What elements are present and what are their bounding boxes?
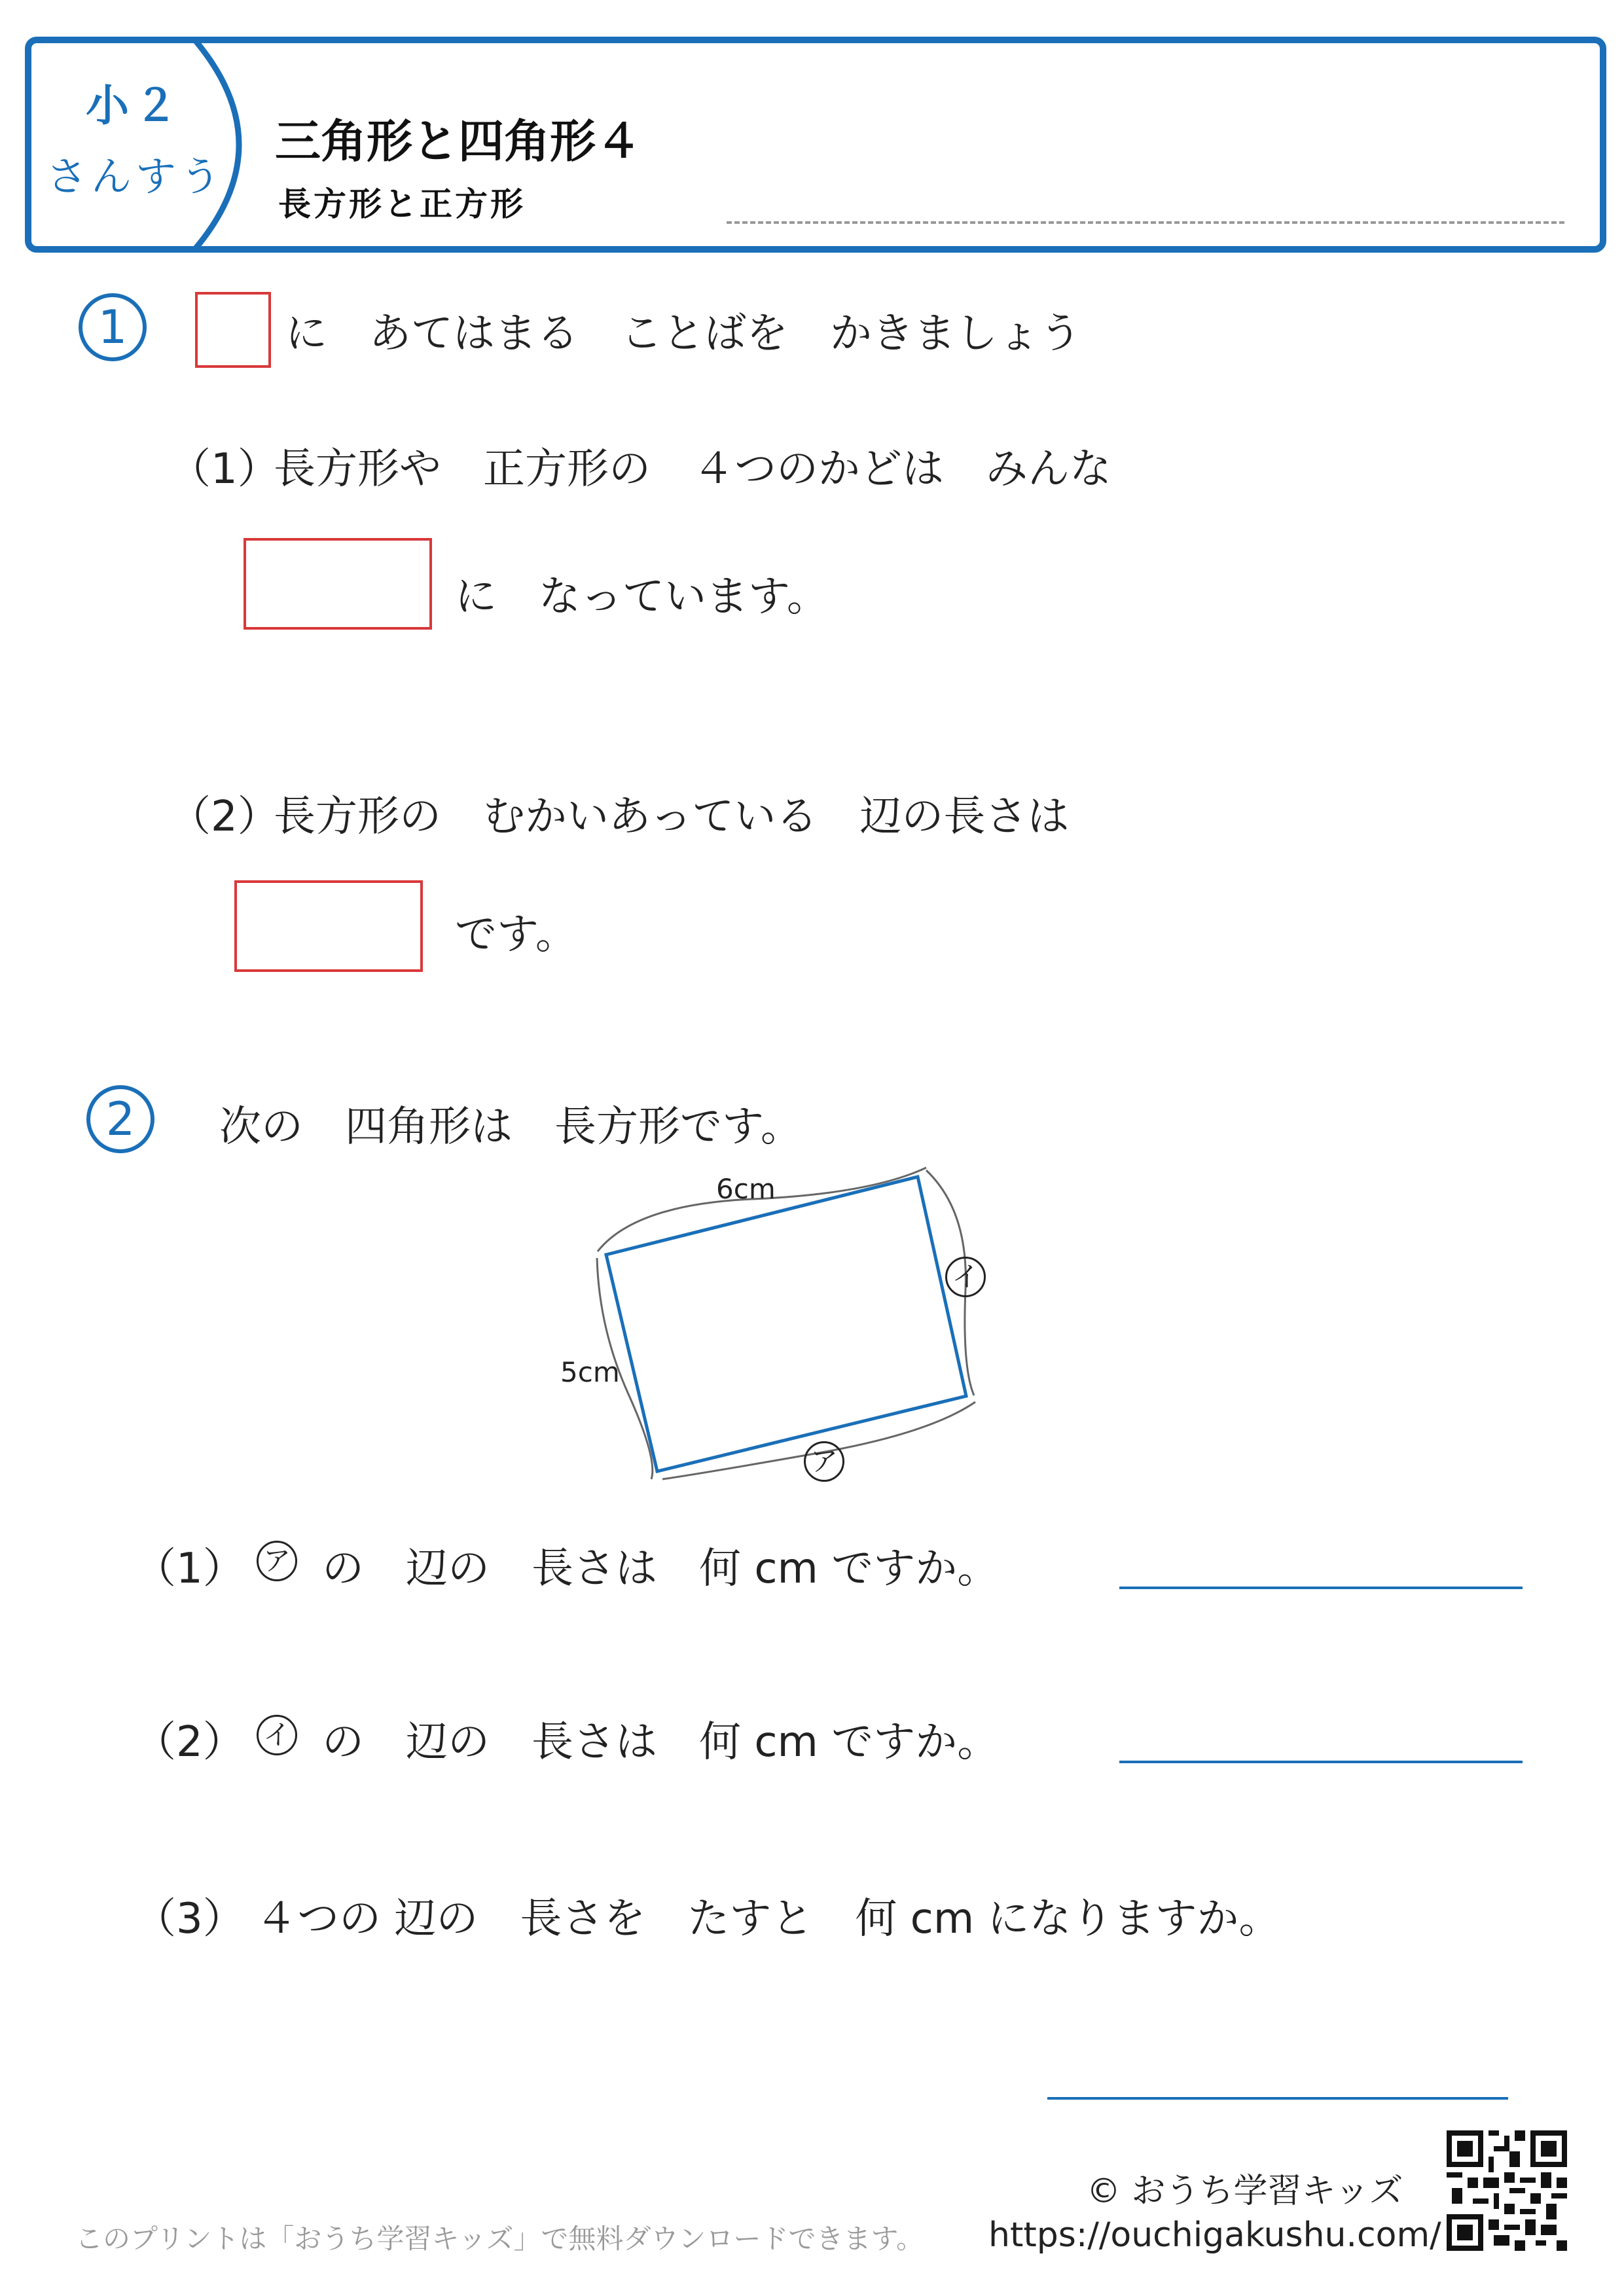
q1-item-1-answer-box[interactable] [244,538,432,630]
q1-item-1-text-2: に なっています。 [455,573,829,621]
q1-item-2-answer-box[interactable] [234,880,423,972]
q2-item-3-label: （3） [134,1895,245,1943]
q2-item-1-mark: ア [257,1541,297,1581]
top-side-length-label: 6cm [716,1173,776,1205]
instruction-answer-box-sample [195,292,271,368]
q1-item-2-label: （2） [169,793,280,841]
grade-label: 小２ [86,81,183,131]
footer-copyright: © おうち学習キッズ [1087,2172,1403,2211]
page-subtitle: 長方形と正方形 [278,185,526,223]
q2-item-1-answer-line[interactable] [1119,1587,1523,1589]
question-2-number: 2 [86,1085,154,1153]
subject-label: さんすう [46,152,225,200]
page-title: 三角形と四角形４ [275,115,641,168]
q2-item-1-text: の 辺の 長さは 何 cm ですか。 [322,1545,1000,1593]
qr-code-icon[interactable] [1447,2127,1567,2254]
q2-item-2-mark: イ [257,1715,297,1755]
question-1-number: 1 [79,293,147,361]
q2-item-1-label: （1） [134,1545,245,1593]
left-side-length-label: 5cm [560,1356,620,1388]
question-1-instruction: に あてはまる ことばを かきましょう [285,310,1081,358]
side-a-mark: ア [804,1441,844,1482]
q2-item-2-answer-line[interactable] [1119,1761,1523,1763]
rectangle-figure [537,1158,1008,1486]
q1-item-2-text: 長方形の むかいあっている 辺の長さは [274,793,1070,841]
footer-note: このプリントは「おうち学習キッズ」で無料ダウンロードできます。 [75,2223,924,2255]
name-line [727,221,1564,224]
question-2-instruction: 次の 四角形は 長方形です。 [219,1103,803,1151]
footer-url[interactable]: https://ouchigakushu.com/ [988,2215,1441,2255]
q1-item-1-text: 長方形や 正方形の ４つのかどは みんな [274,445,1111,493]
q2-item-3-text: ４つの 辺の 長さを たすと 何 cm になりますか。 [255,1895,1281,1943]
q2-item-2-label: （2） [134,1718,245,1767]
q1-item-1-label: （1） [169,445,280,493]
q2-item-2-text: の 辺の 長さは 何 cm ですか。 [322,1718,1000,1767]
header-frame [25,37,1606,253]
q1-item-2-text-2: です。 [455,910,577,959]
q2-item-3-answer-line[interactable] [1047,2097,1508,2100]
side-i-mark: イ [945,1257,986,1297]
